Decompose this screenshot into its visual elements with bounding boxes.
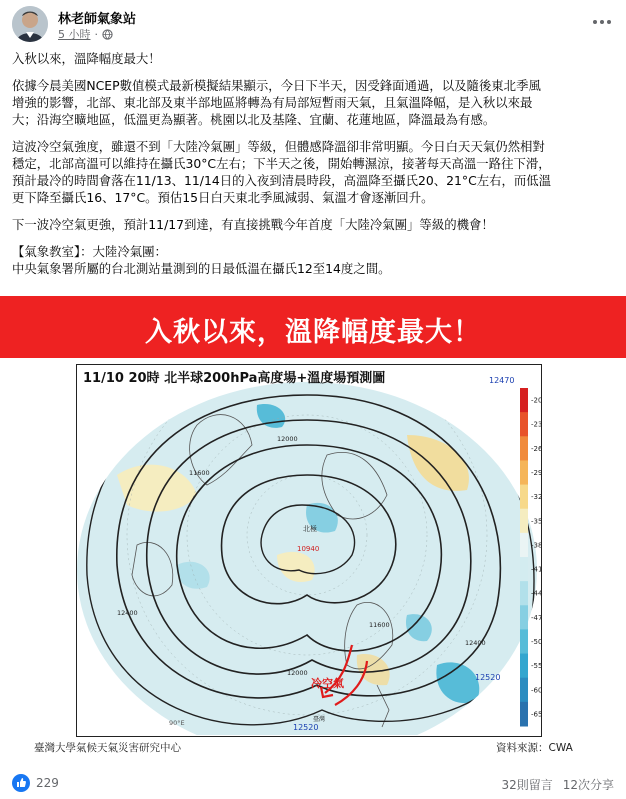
color-scale-label: -60 xyxy=(531,686,543,695)
color-scale-swatch xyxy=(520,460,528,485)
color-scale-swatch xyxy=(520,629,528,654)
post-image[interactable] xyxy=(0,296,626,768)
meta-separator: · xyxy=(94,27,98,41)
credit-source-right: 資料來源：CWA xyxy=(496,742,573,754)
taiwan-label: 臺灣 xyxy=(313,716,326,723)
like-reaction-icon[interactable] xyxy=(12,774,30,792)
like-count[interactable]: 229 xyxy=(36,776,59,790)
credit-source-left: 臺灣大學氣候天氣災害研究中心 xyxy=(34,742,181,754)
classroom-text: 中央氣象署所屬的台北測站量測到的日最低溫在攝氏12至14度之間。 xyxy=(12,261,391,276)
color-scale-swatch xyxy=(520,654,528,679)
post-footer xyxy=(12,772,614,794)
color-scale-swatch xyxy=(520,509,528,534)
post-paragraph: 下一波冷空氣更強，預計11/17到達，有直接挑戰今年首度「大陸冷氣團」等級的機會！ xyxy=(12,217,494,232)
classroom-title: 【氣象教室】：大陸冷氣團： xyxy=(12,244,167,259)
post-paragraph: 這波冷空氣強度，雖還不到「大陸冷氣團」等級，但體感降溫卻非常明顯。今日白天天氣仍然相對 穩定，北部高溫可以維持在攝氏30°C左右；下半天之後，開始轉濕涼，接著每天高溫一路往下滑， 預計最冷的時間會落在11/13、11/14日的入夜到清晨時段，高溫降至攝氏20、21°C左右，而低溫 更下降至攝氏16、17°C。預估15日白天東北季風減弱、氣溫才會逐漸回升。 xyxy=(12,139,552,205)
color-scale-label: -44 xyxy=(531,589,543,598)
cold-air-label: 冷空氣 xyxy=(311,677,344,690)
author-name[interactable]: 林老師氣象站 xyxy=(58,12,137,27)
post-headline: 入秋以來，溫降幅度最大！ xyxy=(12,51,161,66)
share-count[interactable]: 12次分享 xyxy=(562,778,614,792)
color-scale-swatch xyxy=(520,557,528,582)
globe-icon xyxy=(102,29,113,40)
post-meta xyxy=(58,26,113,42)
color-scale-swatch xyxy=(520,678,528,703)
color-scale-label: -26 xyxy=(531,444,543,453)
forecast-map xyxy=(76,364,542,737)
color-scale-swatch xyxy=(520,581,528,606)
color-scale-label: -20 xyxy=(531,396,543,405)
color-scale-label: -41 xyxy=(531,565,543,574)
avatar[interactable] xyxy=(12,6,48,42)
color-scale-label: -32 xyxy=(531,493,543,502)
post-text xyxy=(12,50,614,277)
contour-label: 12000 xyxy=(277,435,298,443)
color-scale-graphic xyxy=(520,382,550,732)
contour-label: 12000 xyxy=(287,669,308,677)
color-scale-label: -29 xyxy=(531,469,543,477)
comment-count[interactable]: 32則留言 xyxy=(501,778,553,792)
post-timestamp[interactable]: 5 小時 xyxy=(58,28,91,41)
high-label-bottom: 12520 xyxy=(293,723,319,732)
color-scale-swatch xyxy=(520,388,528,413)
color-scale-label: -50 xyxy=(531,638,543,646)
color-scale-label: -65 xyxy=(531,710,543,719)
image-banner xyxy=(0,296,626,358)
color-scale-legend xyxy=(520,382,550,732)
contour-label: 11600 xyxy=(369,621,390,629)
longitude-label: 90°E xyxy=(169,719,185,727)
north-pole-label: 北極 xyxy=(303,525,317,533)
color-scale-swatch xyxy=(520,436,528,461)
avatar-image xyxy=(12,6,48,42)
color-scale-swatch xyxy=(520,702,528,727)
high-label-right: 12520 xyxy=(475,673,501,682)
engagement-stats xyxy=(501,776,614,793)
color-scale-label: -35 xyxy=(531,517,543,526)
color-scale-swatch xyxy=(520,533,528,558)
banner-title: 入秋以來，溫降幅度最大！ xyxy=(145,317,481,348)
map-graphic xyxy=(77,365,543,735)
color-scale-swatch xyxy=(520,485,528,510)
contour-label: 12400 xyxy=(465,639,486,647)
more-options-icon[interactable] xyxy=(590,10,614,34)
post-paragraph: 依據今晨美國NCEP數值模式最新模擬結果顯示，今日下半天，因受鋒面通過，以及隨後東北季風 增強的影響，北部、東北部及東半部地區將轉為有局部短暫雨天氣，且氣溫降幅，是入秋以來最 大；沿海空曠地區，低溫更為顯著。桃園以北及基隆、宜蘭、花蓮地區，降溫最為有感。 xyxy=(12,78,541,127)
color-scale-swatch xyxy=(520,605,528,630)
contour-label: 12400 xyxy=(117,609,138,617)
contour-label: 11600 xyxy=(189,469,210,477)
color-scale-label: -55 xyxy=(531,662,543,671)
post-header xyxy=(12,6,614,42)
color-scale-label: -38 xyxy=(531,541,543,550)
color-scale-label: -23 xyxy=(531,420,543,429)
high-label-top: 12470 xyxy=(489,376,515,385)
color-scale-label: -47 xyxy=(531,613,543,622)
color-scale-swatch xyxy=(520,412,528,437)
low-center-label: 10940 xyxy=(297,545,320,553)
map-title: 11/10 20時 北半球200hPa高度場+溫度場預測圖 xyxy=(83,371,386,386)
